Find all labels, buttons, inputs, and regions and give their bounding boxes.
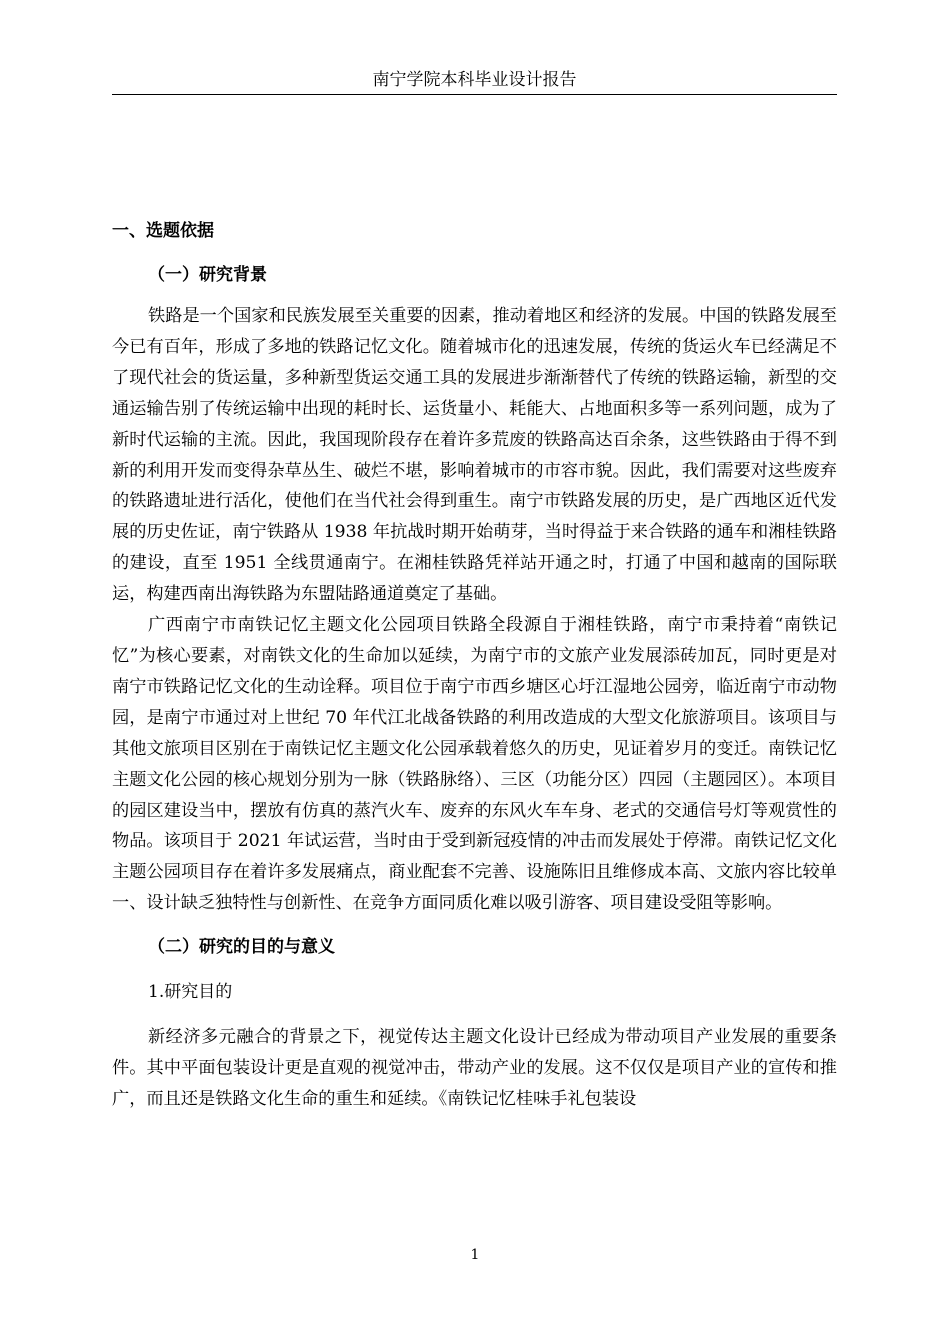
page-number: 1 (470, 1247, 480, 1263)
document-body (112, 216, 837, 1115)
subsection-heading-background: （一）研究背景 (148, 265, 267, 285)
item-heading-research-purpose: 1.研究目的 (148, 982, 233, 1003)
section-heading: 一、选题依据 (112, 221, 214, 241)
paragraph-background-2: 广西南宁市南铁记忆主题文化公园项目铁路全段源自于湘桂铁路，南宁市秉持着“南铁记忆”为核心要素，对南铁文化的生命加以延续，为南宁市的文旅产业发展添砖加瓦，同时更是对南宁市铁路记忆文化的生动诠释。项目位于南宁市西乡塘区心圩江湿地公园旁，临近南宁市动物园，是南宁市通过对上世纪 70 年代江北战备铁路的利用改造成的大型文化旅游项目。该项目与其他文旅项目区别在于南铁记忆主题文化公园承载着悠久的历史，见证着岁月的变迁。南铁记忆主题文化公园的核心规划分别为一脉（铁路脉络）、三区（功能分区）四园（主题园区）。本项目的园区建设当中，摆放有仿真的蒸汽火车、废弃的东风火车车身、老式的交通信号灯等观赏性的物品。该项目于 2021 年试运营，当时由于受到新冠疫情的冲击而发展处于停滞。南铁记忆文化主题公园项目存在着许多发展痛点，商业配套不完善、设施陈旧且维修成本高、文旅内容比较单一、设计缺乏独特性与创新性、在竞争方面同质化难以吸引游客、项目建设受阻等影响。 (112, 615, 837, 914)
page-header (112, 66, 837, 95)
paragraph-background-1: 铁路是一个国家和民族发展至关重要的因素，推动着地区和经济的发展。中国的铁路发展至今已有百年，形成了多地的铁路记忆文化。随着城市化的迅速发展，传统的货运火车已经满足不了现代社会的货运量，多种新型货运交通工具的发展进步渐渐替代了传统的铁路运输，新型的交通运输告别了传统运输中出现的耗时长、运货量小、耗能大、占地面积多等一系列问题，成为了新时代运输的主流。因此，我国现阶段存在着许多荒废的铁路高达百余条，这些铁路由于得不到新的利用开发而变得杂草丛生、破烂不堪，影响着城市的市容市貌。因此，我们需要对这些废弃的铁路遗址进行活化，使他们在当代社会得到重生。南宁市铁路发展的历史，是广西地区近代发展的历史佐证，南宁铁路从 1938 年抗战时期开始萌芽，当时得益于来合铁路的通车和湘桂铁路的建设，直至 1951 全线贯通南宁。在湘桂铁路凭祥站开通之时，打通了中国和越南的国际联运，构建西南出海铁路为东盟陆路通道奠定了基础。 (112, 306, 837, 605)
subsection-heading-purpose-significance: （二）研究的目的与意义 (148, 937, 335, 958)
paragraph-purpose-1: 新经济多元融合的背景之下，视觉传达主题文化设计已经成为带动项目产业发展的重要条件。其中平面包装设计更是直观的视觉冲击，带动产业的发展。这不仅仅是项目产业的宣传和推广，而且还是铁路文化生命的重生和延续。《南铁记忆桂味手礼包装设 (112, 1027, 837, 1109)
header-title: 南宁学院本科毕业设计报告 (372, 70, 577, 90)
